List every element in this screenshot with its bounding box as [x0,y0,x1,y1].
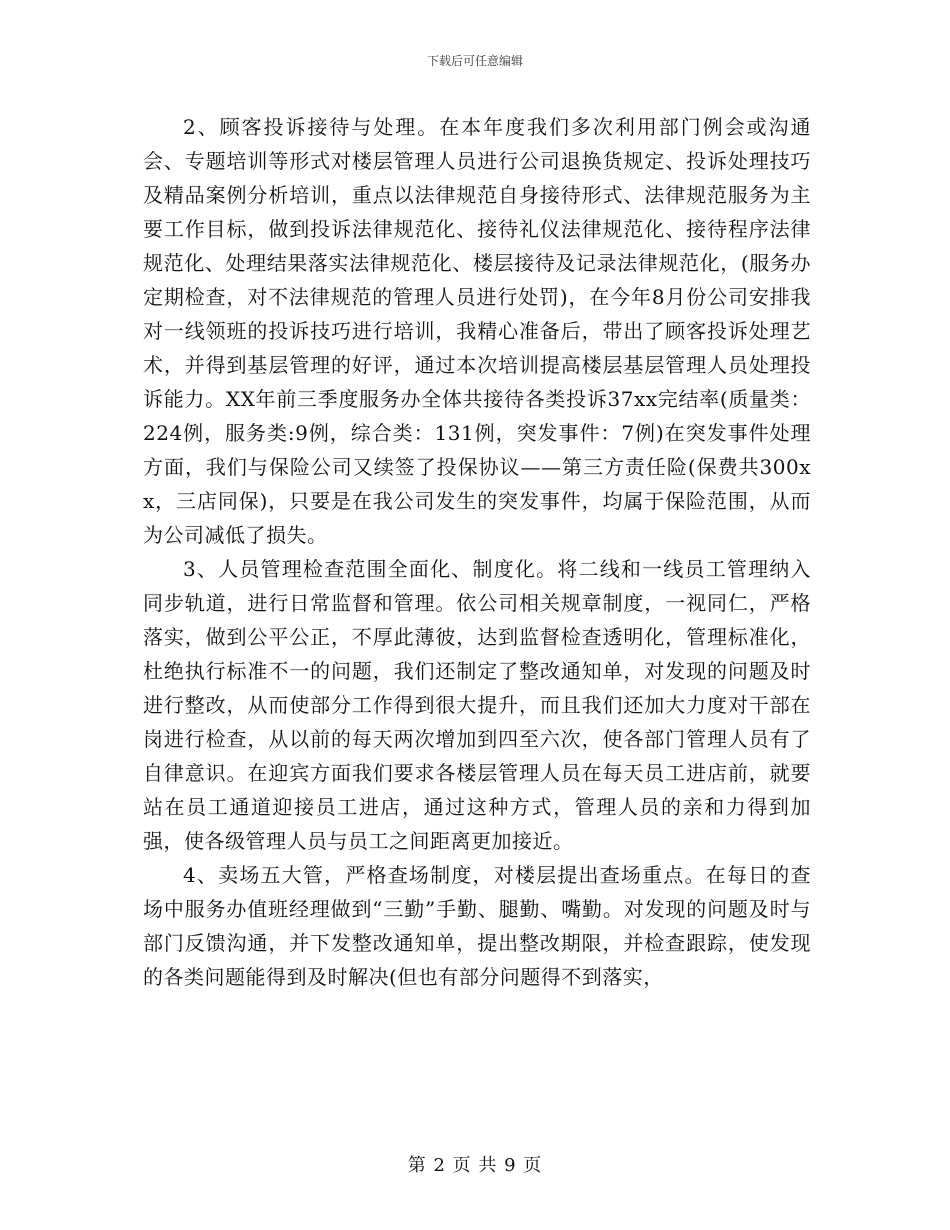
page-number: 第 2 页 共 9 页 [407,1155,543,1176]
paragraph-staff-management: 3、人员管理检查范围全面化、制度化。将二线和一线员工管理纳入同步轨道，进行日常监督和管理。依公司相关规章制度，一视同仁，严格落实，做到公平公正，不厚此薄彼，达到监督检查透明化，管理标准化，杜绝执行标准不一的问题，我们还制定了整改通知单，对发现的问题及时进行整改，从而使部分工作得到很大提升，而且我们还加大力度对干部在岗进行检查，从以前的每天两次增加到四至六次，使各部门管理人员有了自律意识。在迎宾方面我们要求各楼层管理人员在每天员工进店前，就要站在员工通道迎接员工进店，通过这种方式，管理人员的亲和力得到加强，使各级管理人员与员工之间距离更加接近。 [143,557,811,853]
paragraph-floor-inspection: 4、卖场五大管，严格查场制度，对楼层提出查场重点。在每日的查场中服务办值班经理做到“三勤”手勤、腿勤、嘴勤。对发现的问题及时与部门反馈沟通，并下发整改通知单，提出整改期限，并检查跟踪，使发现的各类问题能得到及时解决(但也有部分问题得不到落实， [143,863,811,989]
document-body [143,110,811,994]
paragraph-customer-complaints: 2、顾客投诉接待与处理。在本年度我们多次利用部门例会或沟通会、专题培训等形式对楼层管理人员进行公司退换货规定、投诉处理技巧及精品案例分析培训，重点以法律规范自身接待形式、法律规范服务为主要工作目标，做到投诉法律规范化、接待礼仪法律规范化、接待程序法律规范化、处理结果落实法律规范化、楼层接待及记录法律规范化，(服务办定期检查，对不法律规范的管理人员进行处罚)，在今年8月份公司安排我对一线领班的投诉技巧进行培训，我精心准备后，带出了顾客投诉处理艺术，并得到基层管理的好评，通过本次培训提高楼层基层管理人员处理投诉能力。XX年前三季度服务办全体共接待各类投诉37xx完结率(质量类：224例，服务类:9例，综合类：131例，突发事件：7例)在突发事件处理方面，我们与保险公司又续签了投保协议——第三方责任险(保费共300xx，三店同保)，只要是在我公司发生的突发事件，均属于保险范围，从而为公司减低了损失。 [143,115,811,547]
page-header-note: 下载后可任意编辑 [426,54,523,68]
